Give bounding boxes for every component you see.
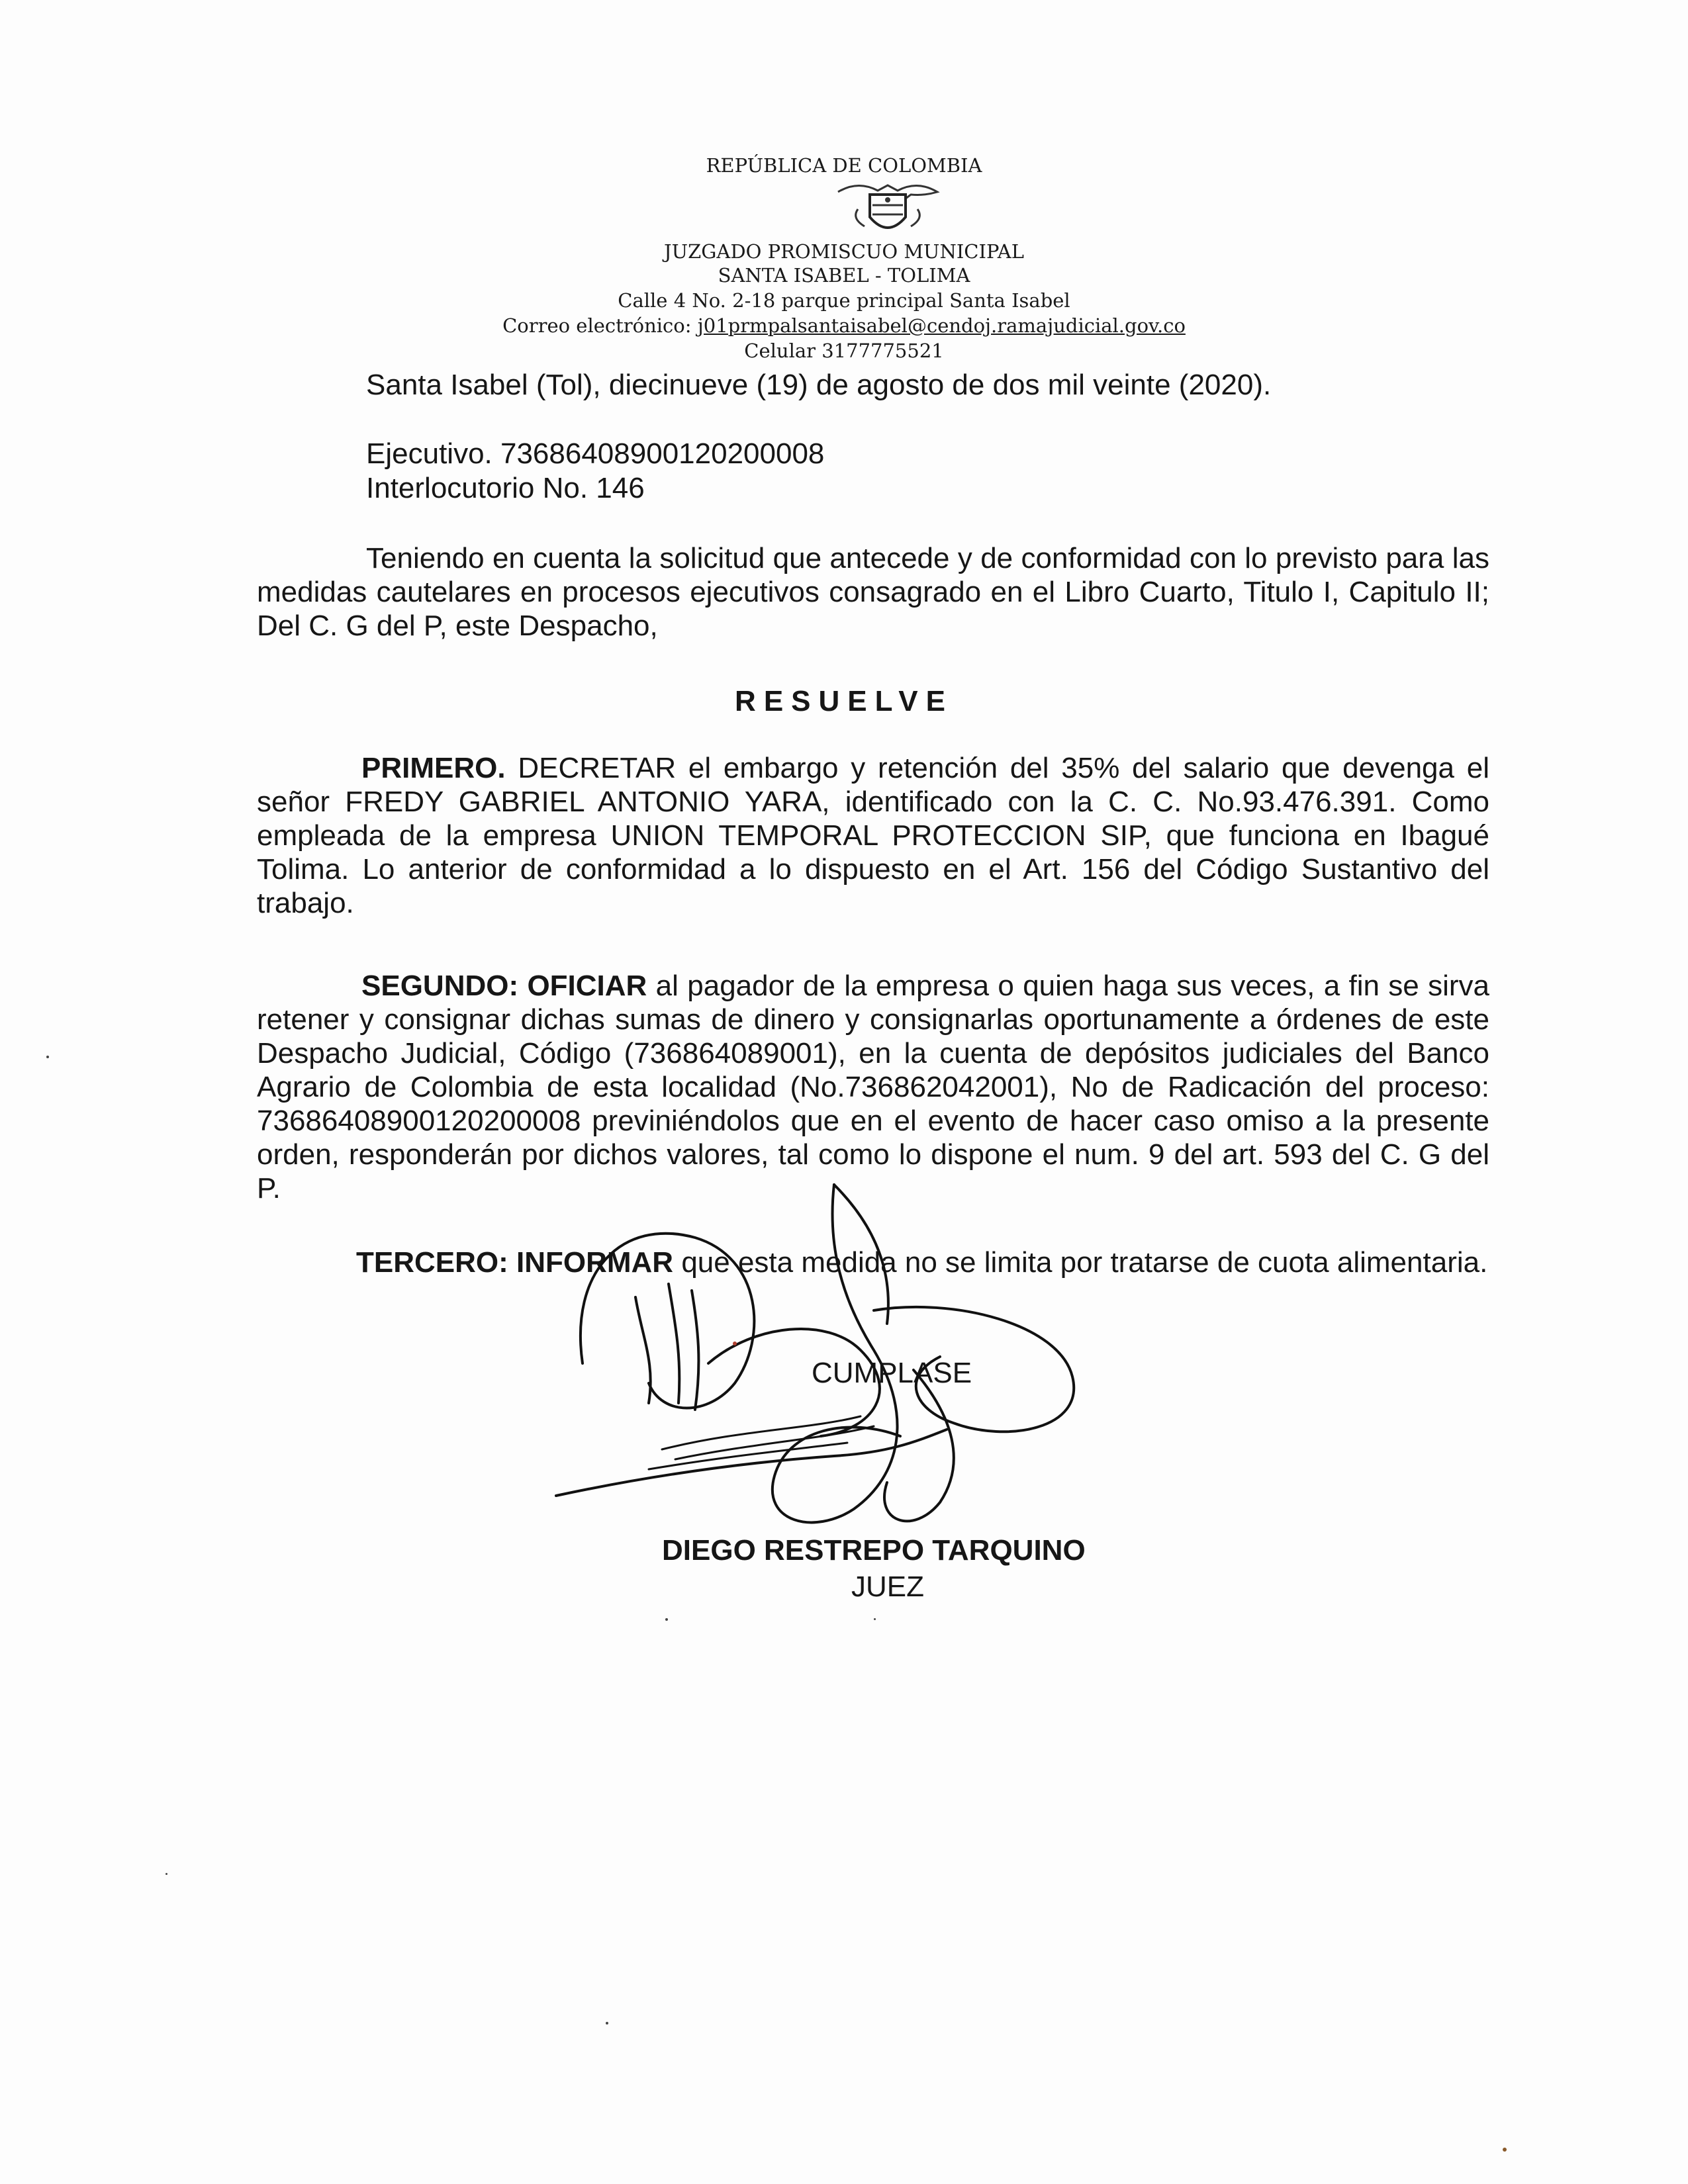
signer-name: DIEGO RESTREPO TARQUINO (662, 1534, 1086, 1567)
tercero-label: TERCERO: INFORMAR (356, 1246, 674, 1279)
scan-speck (46, 1056, 49, 1058)
primero-text: DECRETAR el embargo y retención del 35% del salario que devenga el señor FREDY GABRIEL ANTONIO YARA, identificado con la C. C. No.93.476.391. Como empleada de la empresa UNION TEMPORAL PROTECCION SIP, que funciona en Ibagué Tolima. Lo anterior de conformidad a lo dispuesto en el Art. 156 del Código Sustantivo del trabajo. (257, 752, 1489, 919)
segundo-text: al pagador de la empresa o quien haga sus veces, a fin se sirva retener y consignar dichas sumas de dinero y consignarlas oportunamente a órdenes de este Despacho Judicial, Código (736864089001), en la cuenta de depósitos judiciales del Banco Agrario de Colombia de esta localidad (No.736862042001), No de Radicación del proceso: 73686408900120200008 previniéndolos que en el evento de hacer caso omiso a la presente orden, responderán por dichos valores, tal como lo dispone el num. 9 del art. 593 del C. G del P. (257, 970, 1490, 1205)
primero-label: PRIMERO. (361, 752, 506, 784)
colombia-coat-of-arms-icon (831, 179, 944, 240)
header-country: REPÚBLICA DE COLOMBIA (706, 154, 982, 177)
scan-speck (606, 2022, 608, 2025)
header-phone: Celular 3177775521 (744, 340, 944, 362)
resuelve-heading: RESUELVE (735, 685, 953, 717)
email-label: Correo electrónico: (502, 314, 698, 337)
date-line: Santa Isabel (Tol), diecinueve (19) de agosto de dos mil veinte (2020). (366, 369, 1272, 401)
scan-speck (665, 1618, 668, 1621)
case-ejecutivo: Ejecutivo. 73686408900120200008 (366, 437, 825, 470)
scan-speck (1503, 2148, 1507, 2152)
primero-paragraph (257, 751, 1489, 920)
email-link[interactable]: j01prmpalsantaisabel@cendoj.ramajudicial.gov.co (697, 314, 1186, 337)
scan-speck (874, 1618, 876, 1620)
cumplase-text: CUMPLASE (812, 1357, 972, 1389)
header-email-line (0, 314, 1688, 338)
tercero-paragraph (257, 1246, 1489, 1279)
case-interlocutorio: Interlocutorio No. 146 (366, 472, 645, 504)
tercero-text: que esta medida no se limita por tratarse de cuota alimentaria. (673, 1246, 1488, 1279)
segundo-label: SEGUNDO: OFICIAR (361, 970, 647, 1002)
intro-paragraph: Teniendo en cuenta la solicitud que antecede y de conformidad con lo previsto para las medidas cautelares en procesos ejecutivos consagrado en el Libro Cuarto, Titulo I, Capitulo II; Del C. G del P, este Despacho, (257, 542, 1489, 642)
segundo-paragraph (257, 969, 1489, 1205)
header-court: JUZGADO PROMISCUO MUNICIPAL (664, 240, 1024, 263)
header-location: SANTA ISABEL - TOLIMA (718, 264, 970, 287)
signer-title: JUEZ (851, 1570, 924, 1603)
scan-speck (165, 1873, 167, 1875)
header-address: Calle 4 No. 2-18 parque principal Santa Isabel (618, 289, 1070, 312)
